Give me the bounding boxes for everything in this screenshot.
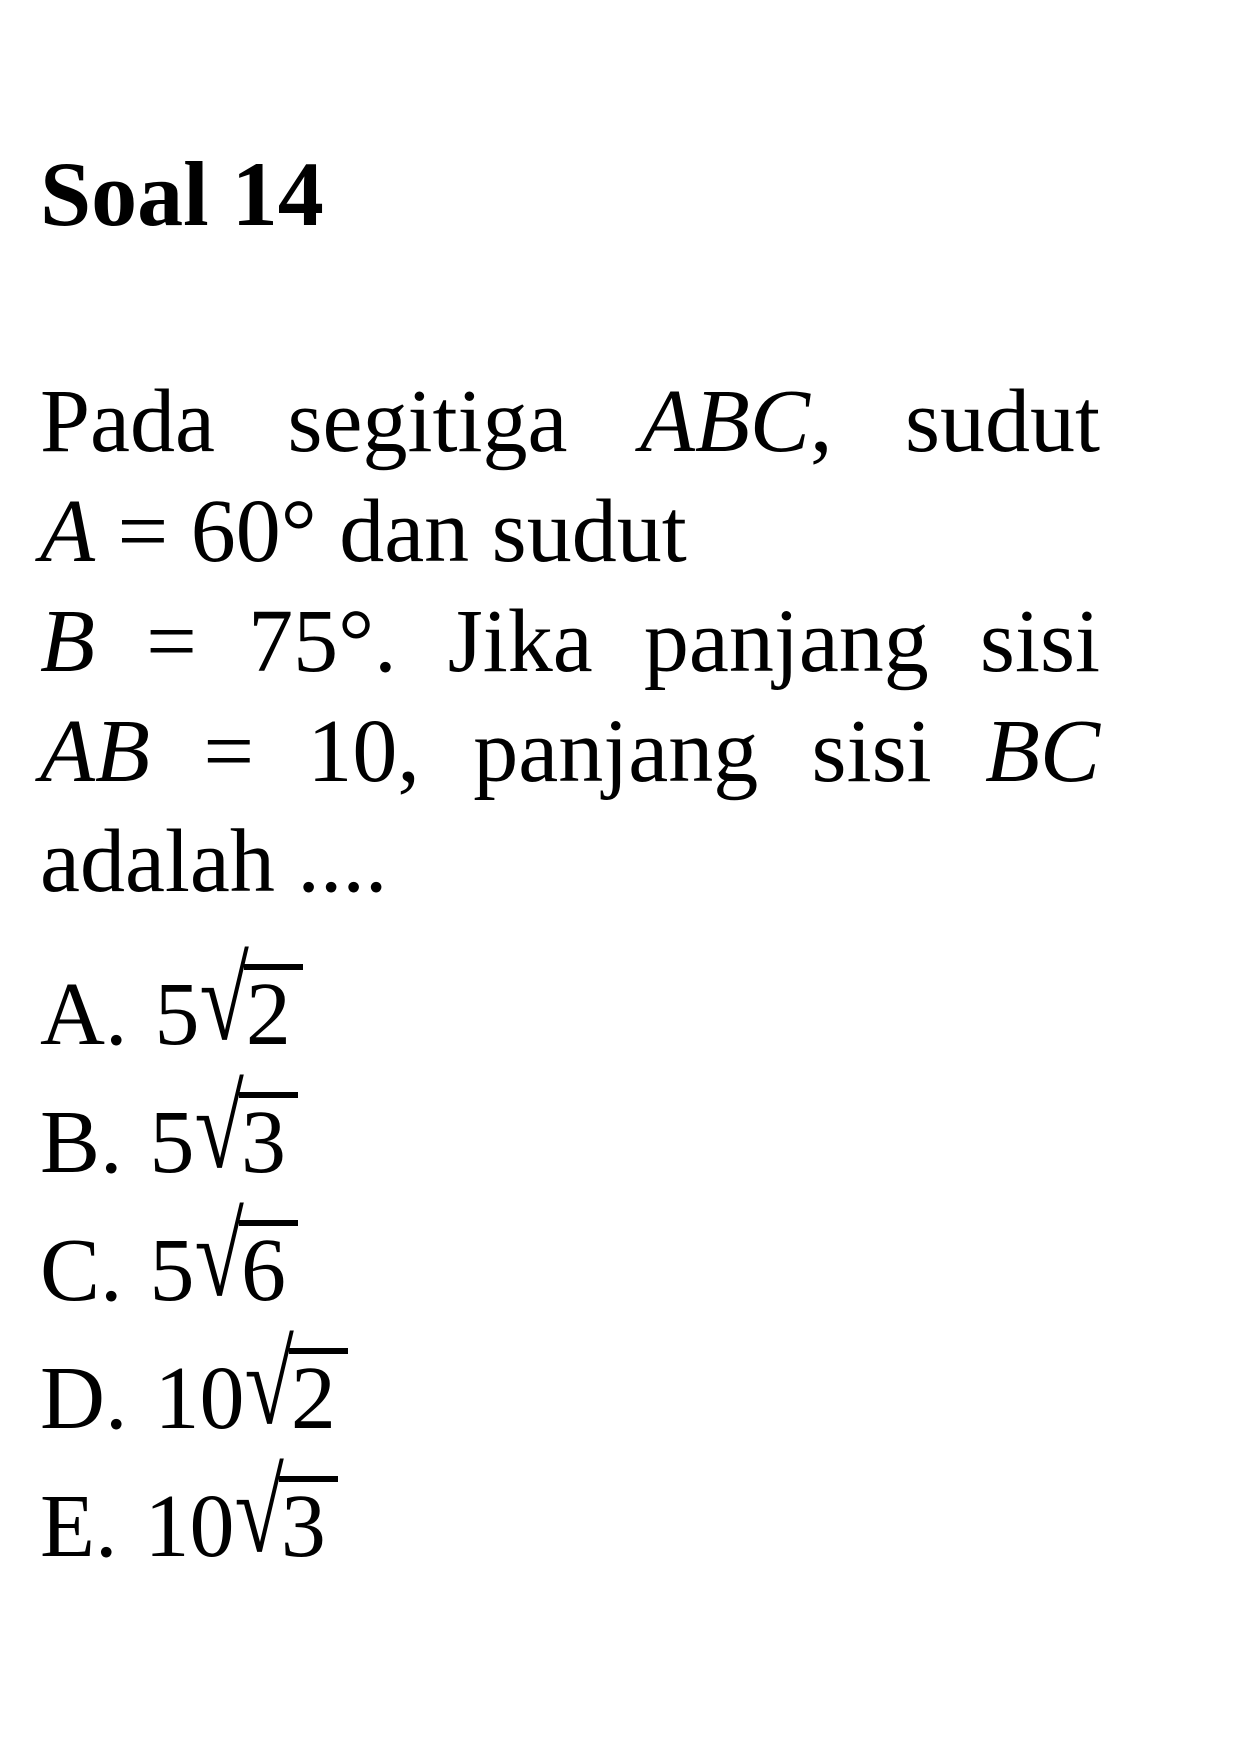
problem-line-5 bbox=[40, 807, 1100, 917]
sqrt-expression bbox=[244, 1320, 348, 1450]
option-label: B. bbox=[40, 1093, 123, 1192]
math-variable: A bbox=[40, 482, 95, 581]
math-variable: BC bbox=[984, 702, 1100, 801]
sqrt-radical-sign: √ bbox=[234, 1448, 284, 1578]
problem-line-3 bbox=[40, 587, 1100, 697]
math-variable: AB bbox=[40, 702, 150, 801]
sqrt-radical-sign: √ bbox=[244, 1320, 294, 1450]
sqrt-expression bbox=[194, 1064, 298, 1194]
sqrt-expression bbox=[199, 936, 303, 1066]
text-segment: = 60° dan sudut bbox=[94, 482, 687, 581]
sqrt-expression bbox=[234, 1448, 337, 1578]
radicand: 6 bbox=[239, 1220, 298, 1316]
problem-line-2 bbox=[40, 477, 1100, 587]
sqrt-expression bbox=[194, 1192, 298, 1322]
sqrt-radical-sign: √ bbox=[194, 1192, 244, 1322]
text-segment: Pada segitiga bbox=[40, 372, 640, 471]
text-segment: adalah .... bbox=[40, 812, 388, 911]
option-label: A. bbox=[40, 965, 128, 1064]
problem-line-1 bbox=[40, 367, 1100, 477]
option-d bbox=[40, 1320, 1100, 1463]
radicand: 3 bbox=[279, 1476, 338, 1572]
coefficient: 5 bbox=[149, 1221, 195, 1320]
coefficient: 10 bbox=[144, 1477, 235, 1576]
problem-line-4 bbox=[40, 697, 1100, 807]
coefficient: 10 bbox=[154, 1349, 245, 1448]
question-title: Soal 14 bbox=[40, 143, 324, 245]
radicand: 2 bbox=[244, 964, 303, 1060]
option-label: E. bbox=[40, 1477, 118, 1576]
text-segment: , sudut bbox=[809, 372, 1100, 471]
option-label: C. bbox=[40, 1221, 123, 1320]
option-a bbox=[40, 936, 1100, 1079]
coefficient: 5 bbox=[154, 965, 200, 1064]
radicand: 3 bbox=[239, 1092, 298, 1188]
sqrt-radical-sign: √ bbox=[199, 936, 249, 1066]
text-segment: = 75°. Jika panjang sisi bbox=[94, 592, 1100, 691]
coefficient: 5 bbox=[149, 1093, 195, 1192]
text-segment: = 10, panjang sisi bbox=[149, 702, 985, 801]
sqrt-radical-sign: √ bbox=[194, 1064, 244, 1194]
option-c bbox=[40, 1192, 1100, 1335]
answer-options bbox=[40, 936, 1100, 1591]
option-b bbox=[40, 1064, 1100, 1207]
math-variable: B bbox=[40, 592, 95, 691]
math-variable: ABC bbox=[639, 372, 810, 471]
option-e bbox=[40, 1448, 1100, 1591]
problem-statement bbox=[40, 367, 1100, 917]
radicand: 2 bbox=[289, 1348, 348, 1444]
option-label: D. bbox=[40, 1349, 128, 1448]
